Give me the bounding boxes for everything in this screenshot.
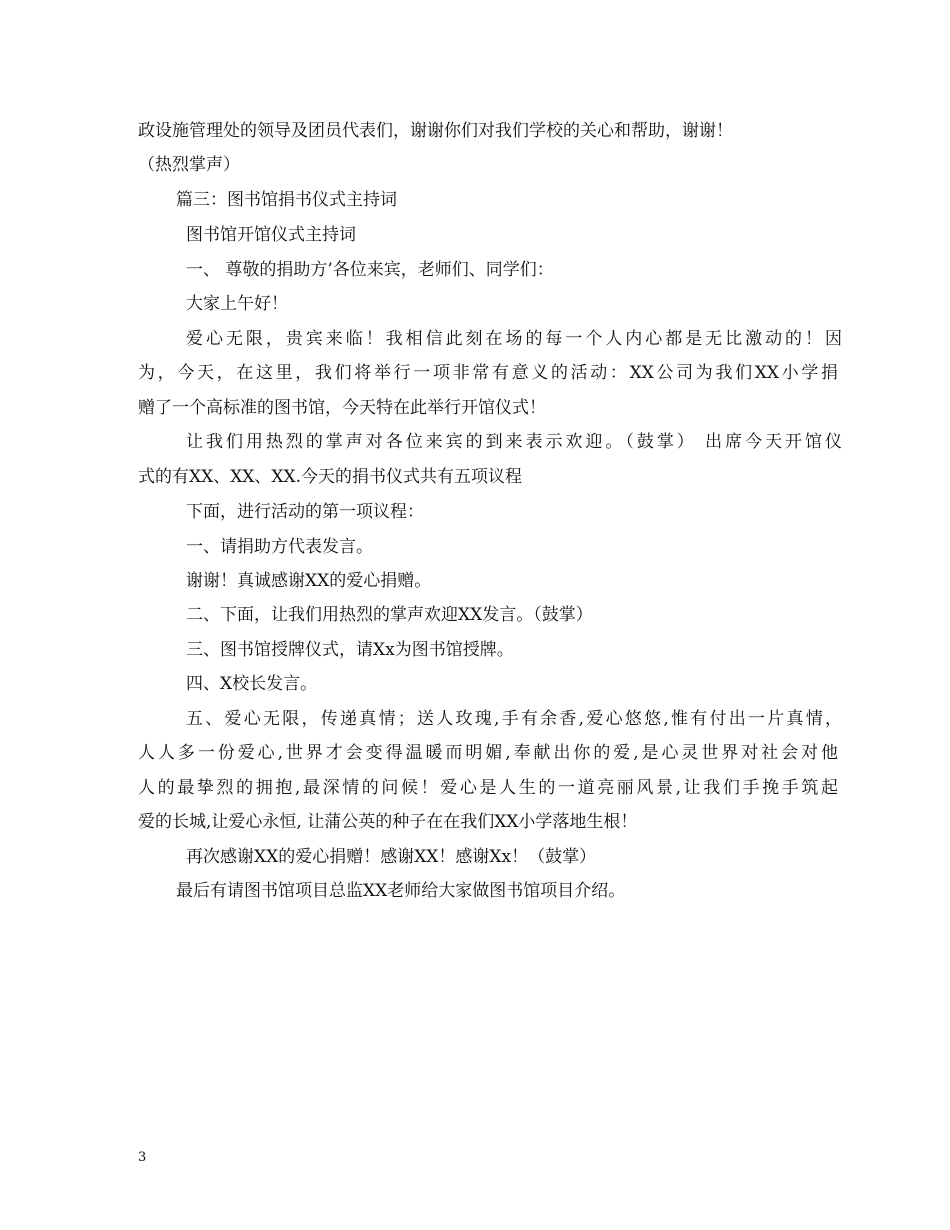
text-line: 为，今天，在这里，我们将举行一项非常有意义的活动：XX公司为我们XX小学捐 bbox=[138, 363, 838, 383]
text-line: 下面，进行活动的第一项议程： bbox=[186, 502, 424, 522]
text-line: 谢谢！真诚感谢XX的爱心捐赠。 bbox=[186, 571, 432, 591]
text-line: 大家上午好！ bbox=[186, 294, 288, 314]
agenda-item: 三、图书馆授牌仪式，请Xx为图书馆授牌。 bbox=[186, 640, 514, 660]
text-line: 人人多一份爱心,世界才会变得温暖而明媚,奉献出你的爱,是心灵世界对社会对他 bbox=[138, 743, 838, 763]
text-line: 一、 尊敬的捐助方’各位来宾，老师们、同学们： bbox=[186, 260, 554, 280]
agenda-item: 一、请捐助方代表发言。 bbox=[186, 537, 373, 557]
text-line: 式的有XX、XX、XX.今天的捐书仪式共有五项议程 bbox=[138, 467, 523, 487]
document-title: 图书馆开馆仪式主持词 bbox=[186, 225, 356, 245]
text-line: （热烈掌声） bbox=[138, 155, 240, 175]
text-line: 最后有请图书馆项目总监XX老师给大家做图书馆项目介绍。 bbox=[176, 881, 626, 901]
page-number: 3 bbox=[138, 1150, 147, 1165]
agenda-item: 五、爱心无限，传递真情；送人玫瑰,手有余香,爱心悠悠,惟有付出一片真情， bbox=[186, 709, 842, 729]
section-heading: 篇三：图书馆捐书仪式主持词 bbox=[176, 190, 397, 210]
text-line: 爱心无限，贵宾来临！我相信此刻在场的每一个人内心都是无比激动的！因 bbox=[186, 329, 842, 349]
agenda-item: 二、下面，让我们用热烈的掌声欢迎XX发言。（鼓掌） bbox=[186, 605, 593, 625]
text-line: 让我们用热烈的掌声对各位来宾的到来表示欢迎。（鼓掌） 出席今天开馆仪 bbox=[186, 432, 842, 452]
text-line: 爱的长城,让爱心永恒, 让蒲公英的种子在在我们XX小学落地生根！ bbox=[138, 812, 638, 832]
text-line: 赠了一个高标准的图书馆，今天特在此举行开馆仪式！ bbox=[138, 398, 546, 418]
text-line: 再次感谢XX的爱心捐赠！感谢XX！感谢Xx！（鼓掌） bbox=[186, 847, 597, 867]
text-line: 政设施管理处的领导及团员代表们，谢谢你们对我们学校的关心和帮助，谢谢！ bbox=[138, 121, 733, 141]
text-line: 人的最挚烈的拥抱,最深情的问候！爱心是人生的一道亮丽风景,让我们手挽手筑起 bbox=[138, 778, 838, 798]
agenda-item: 四、X校长发言。 bbox=[186, 674, 318, 694]
